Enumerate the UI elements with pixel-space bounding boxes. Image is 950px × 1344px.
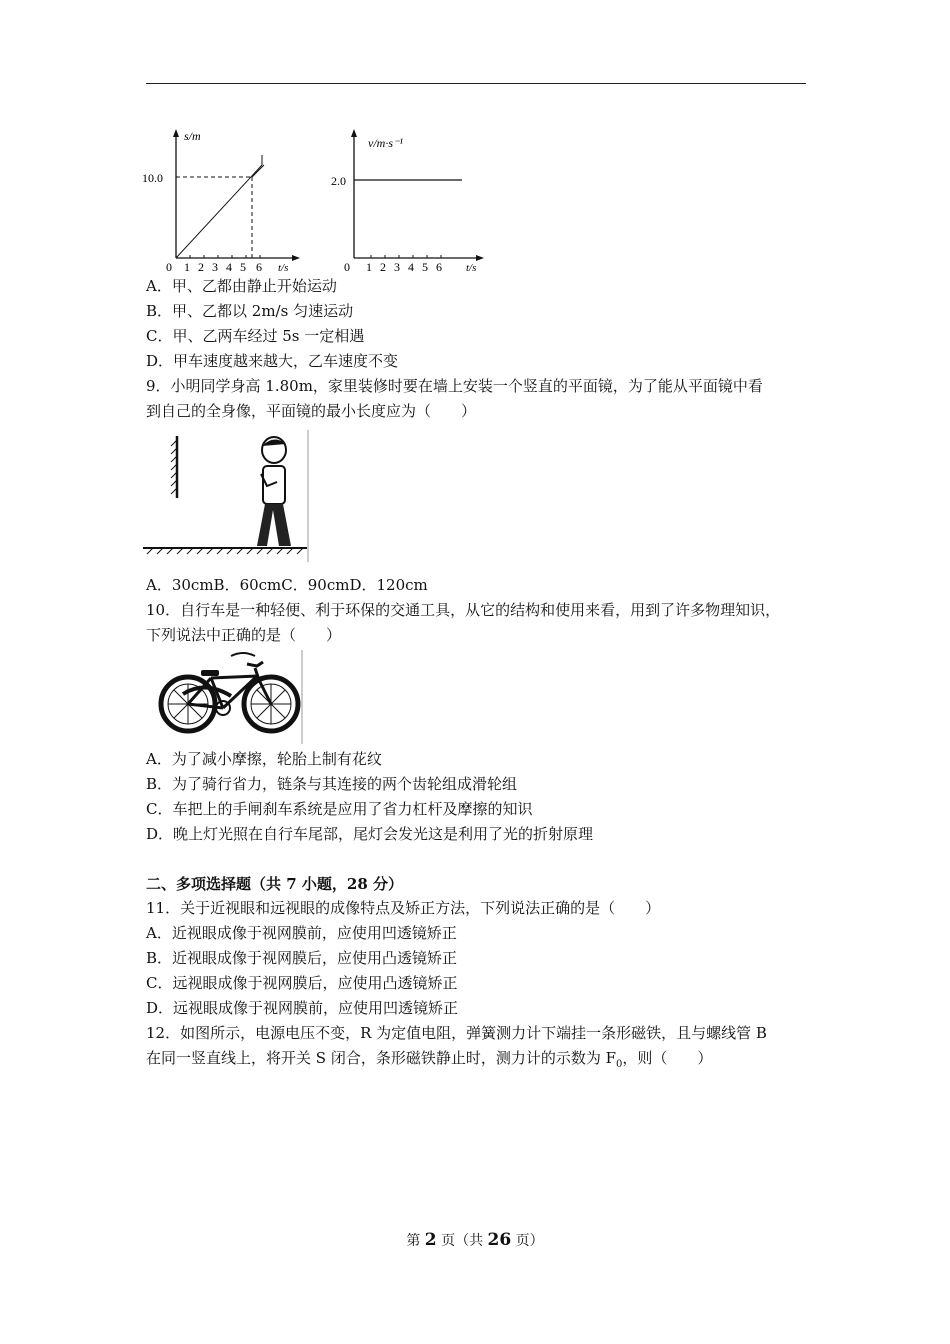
- q11-option-c: C．远视眼成像于视网膜后，应使用凸透镜矫正: [146, 974, 458, 992]
- q10-stem-line1: 10．自行车是一种轻便、利于环保的交通工具，从它的结构和使用来看，用到了许多物理知识，: [146, 601, 781, 619]
- header-rule: [146, 83, 806, 84]
- mirror-person-figure: [143, 430, 309, 562]
- vx-tick-3: 3: [394, 260, 400, 274]
- q12-stem-line2-text: 在同一竖直线上，将开关 S 闭合，条形磁铁静止时，测力计的示数为 F: [146, 1049, 616, 1067]
- x-tick-2: 2: [198, 260, 204, 274]
- v-tick-label: 2.0: [331, 174, 346, 188]
- x-tick-4: 4: [226, 260, 232, 274]
- s-t-graph: [140, 125, 300, 275]
- x-tick-3: 3: [212, 260, 218, 274]
- q9-options: A．30cmB．60cmC．90cmD．120cm: [146, 576, 428, 594]
- q8-option-b: B．甲、乙都以 2m/s 匀速运动: [146, 302, 354, 320]
- vx-tick-4: 4: [408, 260, 414, 274]
- x-tick-1: 1: [184, 260, 190, 274]
- q11-stem: 11．关于近视眼和远视眼的成像特点及矫正方法，下列说法正确的是（ ）: [146, 899, 661, 917]
- x-tick-6: 6: [256, 260, 262, 274]
- q10-option-c: C．车把上的手闸刹车系统是应用了省力杠杆及摩擦的知识: [146, 800, 533, 818]
- vt-axis-label: t/s: [466, 262, 477, 274]
- q10-option-d: D．晚上灯光照在自行车尾部，尾灯会发光这是利用了光的折射原理: [146, 825, 594, 843]
- section-title: 二、多项选择题（共 7 小题，28 分）: [146, 875, 403, 893]
- vx-tick-1: 1: [366, 260, 372, 274]
- footer-post: 页）: [511, 1233, 544, 1249]
- q12-stem-line1: 12．如图所示，电源电压不变，R 为定值电阻，弹簧测力计下端挂一条形磁铁，且与螺线管 B: [146, 1024, 767, 1042]
- footer-pre: 第: [406, 1233, 425, 1249]
- total-pages: 26: [487, 1230, 512, 1250]
- s-tick-label: 10.0: [142, 171, 163, 185]
- v-axis-label: v/m·s⁻¹: [368, 136, 403, 150]
- bicycle-figure: [143, 650, 303, 744]
- q9-stem-line1: 9．小明同学身高 1.80m，家里装修时要在墙上安装一个竖直的平面镜，为了能从平面镜中看: [146, 377, 763, 395]
- x-tick-5: 5: [240, 260, 246, 274]
- page-footer: [0, 1230, 950, 1250]
- q8-option-d: D．甲车速度越来越大，乙车速度不变: [146, 352, 399, 370]
- vx-tick-0: 0: [344, 260, 350, 274]
- q11-option-d: D．远视眼成像于视网膜前，应使用凹透镜矫正: [146, 999, 459, 1017]
- s-axis-label: s/m: [184, 129, 201, 143]
- f-subscript: 0: [616, 1059, 623, 1070]
- vx-tick-5: 5: [422, 260, 428, 274]
- q12-stem-line2: [146, 1048, 712, 1075]
- page-number: 2: [424, 1230, 437, 1250]
- q10-stem-line2: 下列说法中正确的是（ ）: [146, 626, 342, 644]
- q10-option-a: A．为了减小摩擦，轮胎上制有花纹: [146, 750, 382, 768]
- q11-option-b: B．近视眼成像于视网膜后，应使用凸透镜矫正: [146, 949, 458, 967]
- t-axis-label: t/s: [278, 262, 289, 274]
- q10-option-b: B．为了骑行省力，链条与其连接的两个齿轮组成滑轮组: [146, 775, 518, 793]
- footer-mid: 页（共: [436, 1233, 488, 1249]
- q8-option-a: A．甲、乙都由静止开始运动: [146, 277, 337, 295]
- v-t-graph: [330, 125, 490, 275]
- q8-option-c: C．甲、乙两车经过 5s 一定相遇: [146, 327, 365, 345]
- x-tick-0: 0: [166, 260, 172, 274]
- q12-stem-line2-end: ，则（ ）: [622, 1049, 713, 1067]
- vx-tick-2: 2: [380, 260, 386, 274]
- q9-stem-line2: 到自己的全身像，平面镜的最小长度应为（ ）: [146, 402, 477, 420]
- vx-tick-6: 6: [436, 260, 442, 274]
- q11-option-a: A．近视眼成像于视网膜前，应使用凹透镜矫正: [146, 924, 457, 942]
